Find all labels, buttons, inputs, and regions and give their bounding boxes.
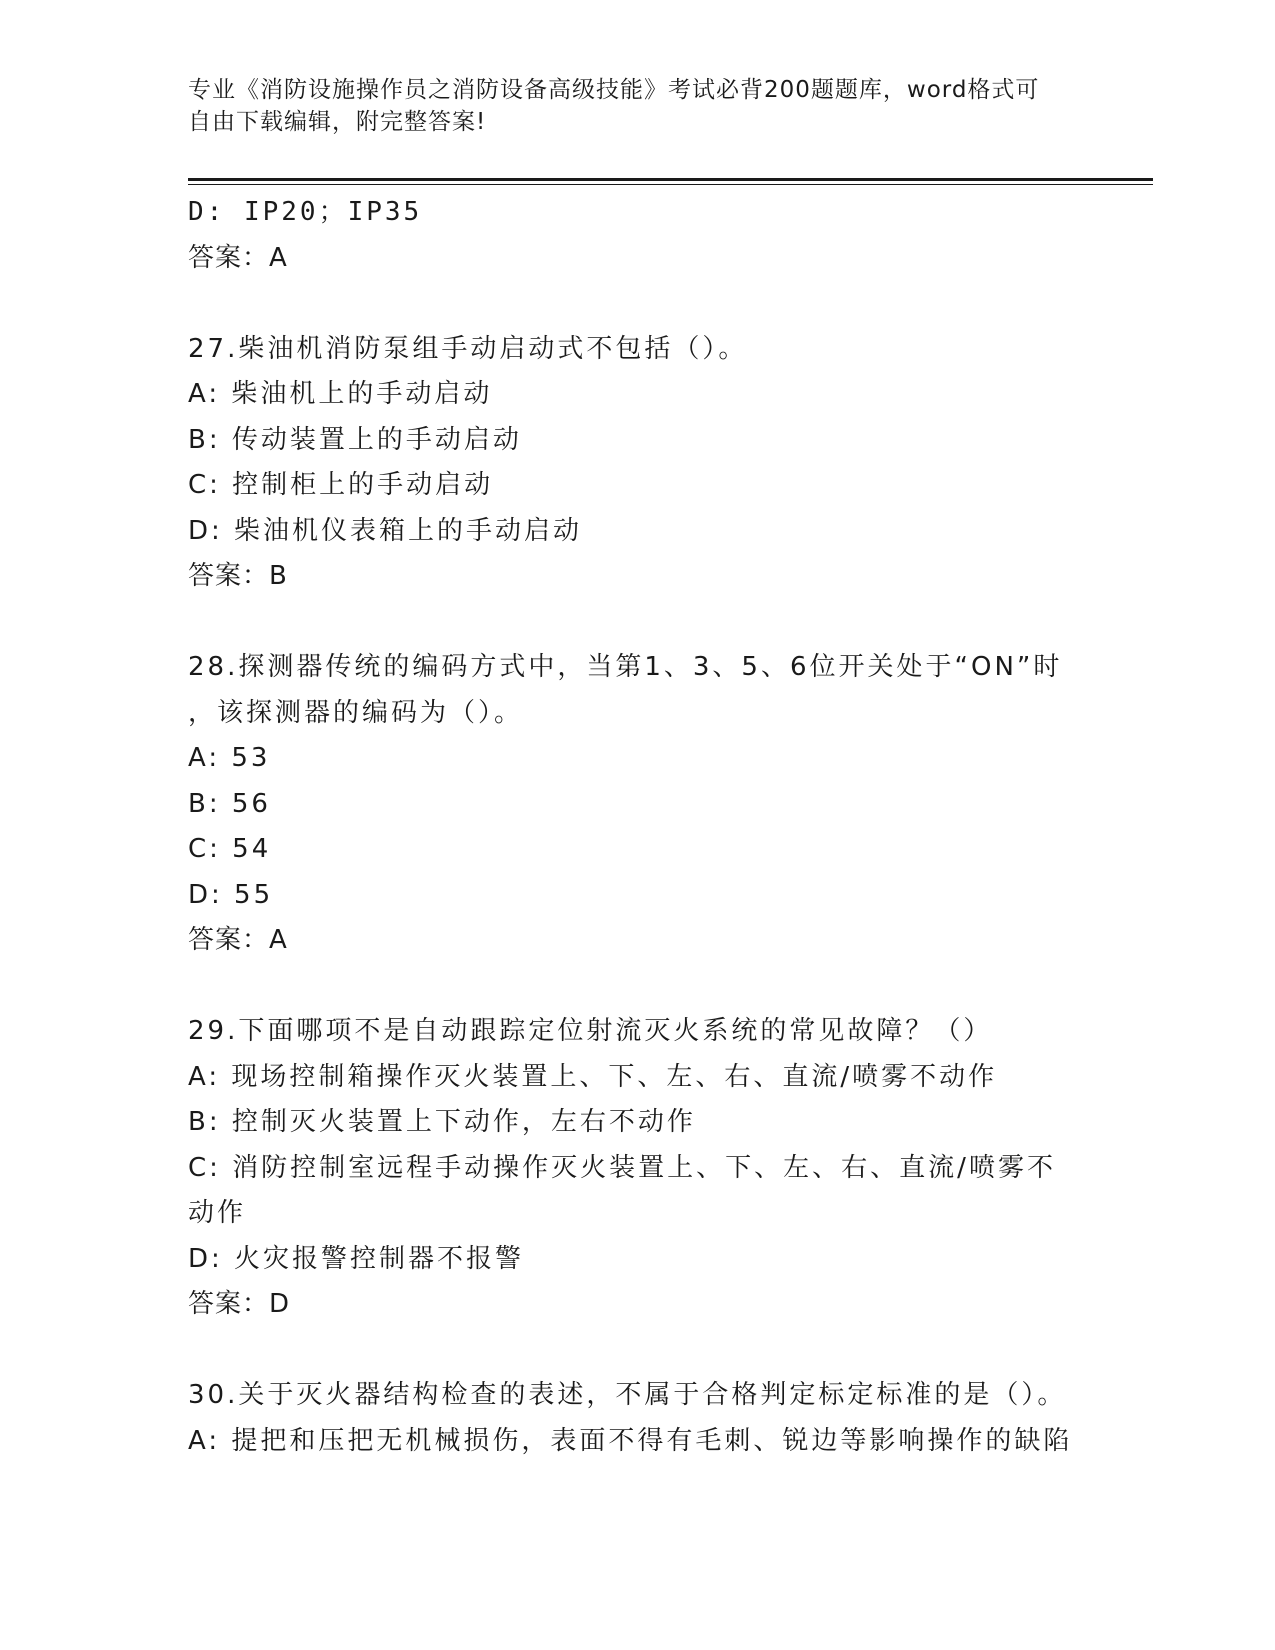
document-header bbox=[188, 74, 1068, 138]
question-block bbox=[188, 1373, 1088, 1464]
option-line: A: 提把和压把无机械损伤，表面不得有毛刺、锐边等影响操作的缺陷 bbox=[188, 1425, 1073, 1456]
option-line: A: 现场控制箱操作灭火装置上、下、左、右、直流/喷雾不动作 bbox=[188, 1061, 998, 1092]
question-list bbox=[188, 190, 1088, 1464]
option-line: B: 控制灭火装置上下动作，左右不动作 bbox=[188, 1107, 696, 1137]
header-divider-thick bbox=[188, 178, 1153, 181]
spacer bbox=[188, 600, 1088, 646]
header-line-1: 专业《消防设施操作员之消防设备高级技能》考试必背200题题库，word格式可 bbox=[188, 77, 1040, 103]
option-line: B: 56 bbox=[188, 788, 271, 819]
question-text: 28.探测器传统的编码方式中，当第1、3、5、6位开关处于“ON”时 bbox=[188, 652, 1063, 682]
question-block bbox=[188, 190, 1088, 281]
answer-line: 答案：A bbox=[188, 925, 288, 955]
option-line: D: IP20；IP35 bbox=[188, 197, 423, 227]
option-line: D: 55 bbox=[188, 879, 274, 910]
header-line-2: 自由下载编辑，附完整答案! bbox=[188, 109, 487, 135]
question-block bbox=[188, 1009, 1088, 1328]
option-line: C: 消防控制室远程手动操作灭火装置上、下、左、右、直流/喷雾不 bbox=[188, 1152, 1056, 1183]
question-block bbox=[188, 645, 1088, 964]
option-line: C: 控制柜上的手动启动 bbox=[188, 470, 494, 500]
answer-line: 答案：A bbox=[188, 242, 288, 273]
option-line: D: 火灾报警控制器不报警 bbox=[188, 1243, 525, 1274]
option-line: D: 柴油机仪表箱上的手动启动 bbox=[188, 515, 583, 546]
answer-line: 答案：B bbox=[188, 561, 288, 591]
question-block bbox=[188, 327, 1088, 600]
option-line: C: 54 bbox=[188, 834, 272, 864]
header-divider-thin bbox=[188, 184, 1153, 185]
option-line: A: 柴油机上的手动启动 bbox=[188, 379, 493, 409]
spacer bbox=[188, 1328, 1088, 1374]
answer-line: 答案：D bbox=[188, 1289, 291, 1319]
spacer bbox=[188, 281, 1088, 327]
question-text-continued: ，该探测器的编码为（）。 bbox=[188, 697, 524, 728]
spacer bbox=[188, 964, 1088, 1010]
question-text: 27.柴油机消防泵组手动启动式不包括（）。 bbox=[188, 333, 748, 364]
question-text: 30.关于灭火器结构检查的表述，不属于合格判定标定标准的是（）。 bbox=[188, 1380, 1067, 1410]
option-line: B: 传动装置上的手动启动 bbox=[188, 424, 522, 455]
option-line-continued: 动作 bbox=[188, 1198, 247, 1228]
question-text: 29.下面哪项不是自动跟踪定位射流灭火系统的常见故障？（） bbox=[188, 1016, 993, 1046]
option-line: A: 53 bbox=[188, 743, 271, 773]
